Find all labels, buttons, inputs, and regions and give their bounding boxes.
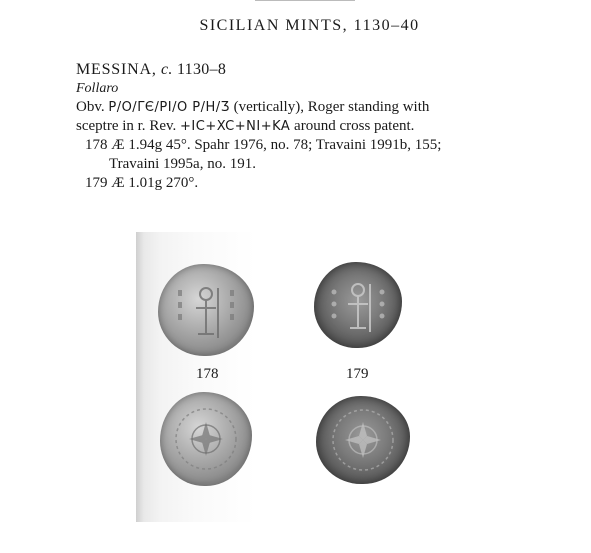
catalogue-entry xyxy=(76,60,556,193)
obverse-text-2: sceptre in r. xyxy=(76,118,146,134)
standing-figure-icon xyxy=(158,264,254,356)
mint-name: MESSINA, xyxy=(76,61,157,78)
obverse-legend: P/O/ΓЄ/PI/O P/H/Ʒ xyxy=(108,100,230,115)
top-rule xyxy=(255,0,355,1)
reverse-text: around cross patent. xyxy=(294,118,415,134)
obverse-text-1: (vertically), Roger standing with xyxy=(233,99,430,115)
coin-178-reverse-image xyxy=(160,392,252,486)
catalogue-number: 179 xyxy=(85,175,108,191)
mint-date: 1130–8 xyxy=(176,61,227,78)
mint-heading xyxy=(76,60,556,79)
catalogue-number: 178 xyxy=(85,137,108,153)
reverse-label: Rev. xyxy=(149,118,177,134)
description xyxy=(76,98,556,136)
standing-figure-icon xyxy=(314,262,402,348)
obverse-label: Obv. xyxy=(76,99,105,115)
coin-178-obverse-image xyxy=(158,264,254,356)
coin-plate xyxy=(136,232,390,522)
coin-179-reverse-image xyxy=(316,396,410,484)
coin-label-178: 178 xyxy=(196,366,219,382)
running-head: SICILIAN MINTS, 1130–40 xyxy=(199,17,420,34)
coin-label-179: 179 xyxy=(346,366,369,382)
reverse-legend: +IC+XC+NI+KA xyxy=(180,119,291,134)
coin-179-obverse-image xyxy=(314,262,402,348)
cross-patent-icon xyxy=(160,392,252,486)
catalogue-item-178-continued: Travaini 1995a, no. 191. xyxy=(109,156,256,172)
cross-patent-icon xyxy=(316,396,410,484)
catalogue-item-179 xyxy=(76,174,556,193)
catalogue-details: Æ 1.01g 270°. xyxy=(111,175,199,191)
denomination: Follaro xyxy=(76,81,119,96)
date-prefix: c. xyxy=(160,61,173,78)
catalogue-item-178 xyxy=(76,136,556,155)
catalogue-details: Æ 1.94g 45°. Spahr 1976, no. 78; Travaini 1991b, 155; xyxy=(111,137,442,153)
